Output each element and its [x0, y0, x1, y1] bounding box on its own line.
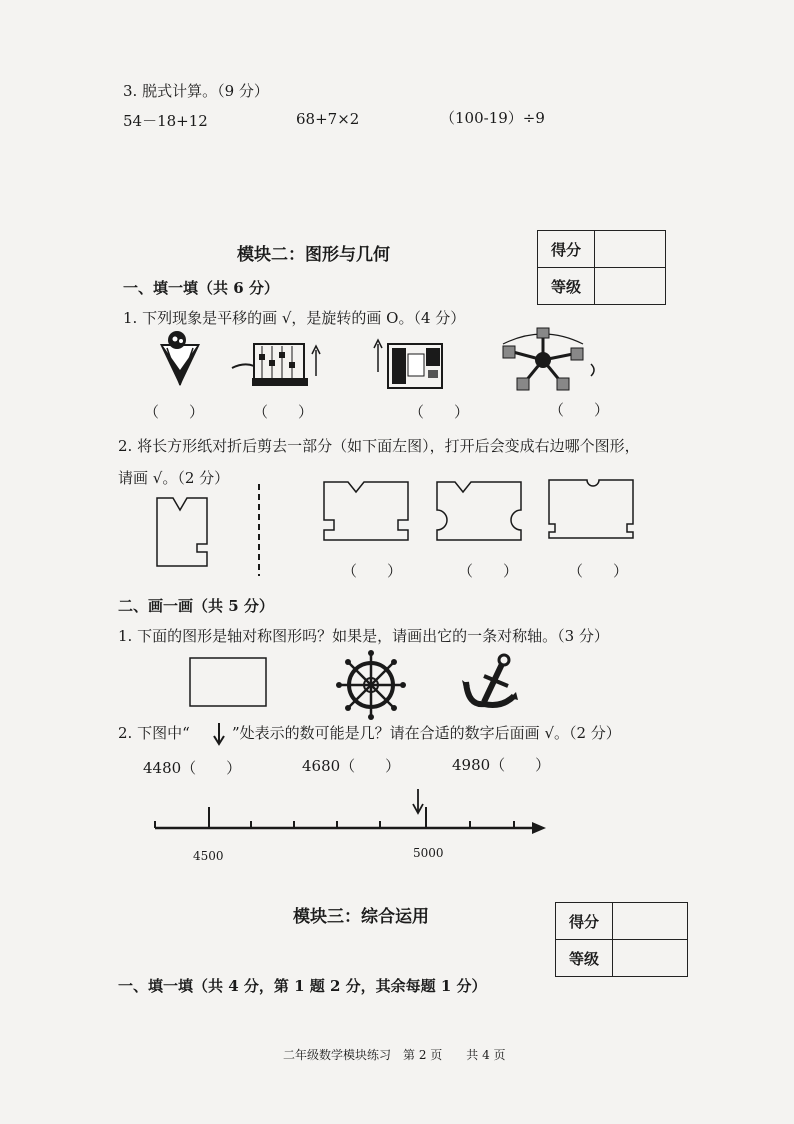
grade-cell[interactable]	[613, 940, 688, 977]
part2-q2-text-before: 2. 下图中“	[118, 724, 190, 742]
down-arrow-icon	[212, 722, 226, 746]
module2-part2-title: 二、画一画（共 5 分）	[118, 597, 274, 615]
page-footer: 二年级数学模块练习 第 2 页 共 4 页	[283, 1048, 506, 1062]
spinning-toy-picture	[493, 324, 603, 394]
q2-answer-blank-1[interactable]: （ ）	[342, 562, 403, 580]
module2-score-table	[537, 230, 666, 305]
q2-text-line1: 2. 将长方形纸对折后剪去一部分（如下面左图），打开后会变成右边哪个图形，	[118, 437, 640, 455]
grade-cell[interactable]	[595, 268, 666, 305]
expression-3: （100-19）÷9	[440, 109, 545, 127]
grade-label: 等级	[556, 940, 613, 977]
sliding-window-picture	[372, 336, 447, 392]
part2-q1-text: 1. 下面的图形是轴对称图形吗？如果是，请画出它的一条对称轴。（3 分）	[118, 627, 609, 645]
anchor-picture[interactable]	[462, 652, 524, 712]
module3-score-table	[555, 902, 688, 977]
module3-part1-title: 一、填一填（共 4 分，第 1 题 2 分，其余每题 1 分）	[118, 977, 487, 995]
expression-2: 68+7×2	[296, 110, 360, 128]
grade-label: 等级	[538, 268, 595, 305]
abacus-picture	[232, 340, 322, 390]
q1-answer-blank-4[interactable]: （ ）	[549, 401, 610, 419]
q2-answer-blank-3[interactable]: （ ）	[568, 562, 629, 580]
number-line-label-4500: 4500	[193, 849, 224, 863]
option-shape-1[interactable]	[322, 480, 412, 542]
rectangle-picture[interactable]	[189, 657, 269, 709]
number-line	[150, 785, 550, 835]
q2-answer-blank-2[interactable]: （ ）	[458, 562, 519, 580]
module2-title: 模块二：图形与几何	[237, 245, 390, 265]
score-cell[interactable]	[613, 903, 688, 940]
section3-title: 3. 脱式计算。（9 分）	[123, 82, 269, 100]
dashed-fold-line	[257, 484, 261, 576]
number-option-3[interactable]: 4980（ ）	[452, 756, 551, 774]
number-option-1[interactable]: 4480（ ）	[143, 759, 242, 777]
option-shape-3[interactable]	[547, 478, 637, 540]
score-cell[interactable]	[595, 231, 666, 268]
q1-text: 1. 下列现象是平移的画 √，是旋转的画 O。（4 分）	[123, 309, 466, 327]
module3-title: 模块三：综合运用	[293, 907, 429, 927]
folded-paper-picture	[155, 496, 215, 568]
score-label: 得分	[538, 231, 595, 268]
expression-1: 54－18+12	[123, 112, 208, 130]
q1-answer-blank-3[interactable]: （ ）	[409, 403, 470, 421]
part2-q2-text-after: ”处表示的数可能是几？请在合适的数字后面画 √。（2 分）	[232, 724, 621, 742]
number-line-label-5000: 5000	[413, 846, 444, 860]
module2-part1-title: 一、填一填（共 6 分）	[123, 279, 279, 297]
folding-fan-picture	[155, 330, 205, 390]
number-option-2[interactable]: 4680（ ）	[302, 757, 401, 775]
score-label: 得分	[556, 903, 613, 940]
ship-wheel-picture[interactable]	[336, 650, 406, 720]
q1-answer-blank-1[interactable]: （ ）	[144, 403, 205, 421]
option-shape-2[interactable]	[435, 480, 525, 542]
q1-answer-blank-2[interactable]: （ ）	[253, 403, 314, 421]
q2-text-line2: 请画 √。（2 分）	[118, 469, 230, 487]
